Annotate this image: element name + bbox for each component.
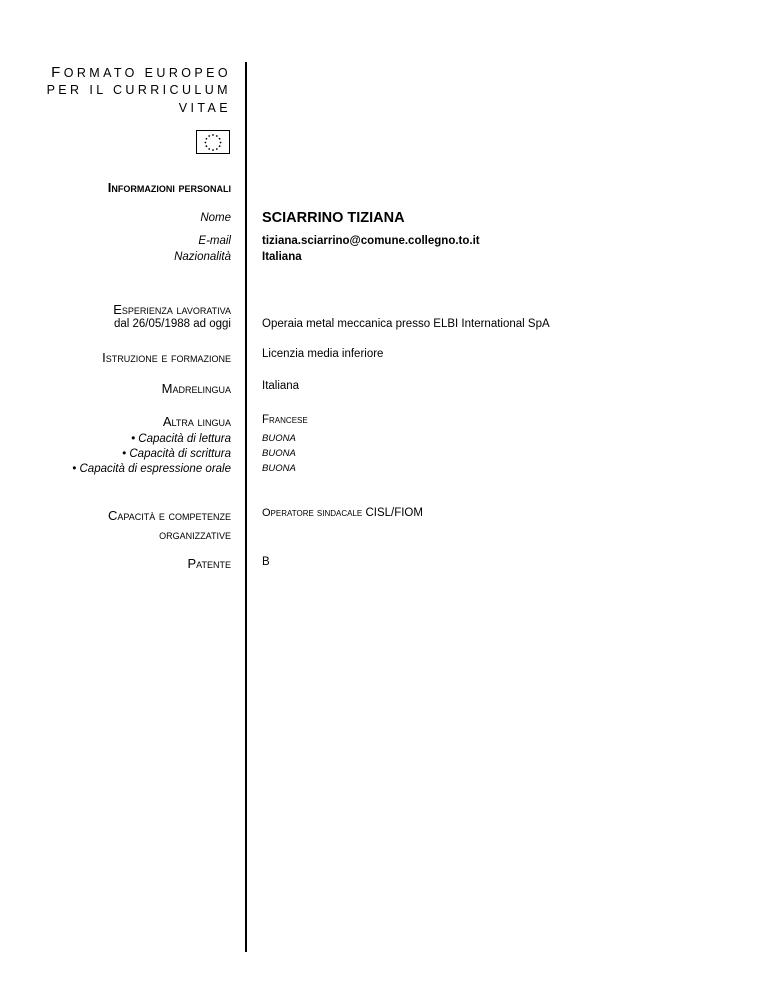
section-personal-info: Informazioni personali xyxy=(107,180,231,195)
section-organizational-line2: organizzative xyxy=(159,527,231,542)
writing-label: • Capacità di scrittura xyxy=(122,448,231,460)
cv-header-line3: VITAE xyxy=(178,101,231,115)
email-value: tiziana.sciarrino@comune.collegno.to.it xyxy=(262,235,480,247)
cv-header-line1: FORMATO EUROPEO xyxy=(51,64,231,81)
name-value: SCIARRINO TIZIANA xyxy=(262,210,405,226)
reading-value: BUONA xyxy=(262,433,296,444)
writing-value: BUONA xyxy=(262,448,296,459)
section-education: Istruzione e formazione xyxy=(102,350,231,365)
eu-flag-icon xyxy=(196,130,230,154)
section-organizational-line1: Capacità e competenze xyxy=(108,508,231,523)
section-other-language: Altra lingua xyxy=(162,414,231,429)
experience-period: dal 26/05/1988 ad oggi xyxy=(113,318,231,330)
speaking-label: • Capacità di espressione orale xyxy=(72,463,231,475)
cv-header-line2: PER IL CURRICULUM xyxy=(46,83,231,97)
education-value: Licenzia media inferiore xyxy=(262,348,384,360)
speaking-value: BUONA xyxy=(262,463,296,474)
license-value: B xyxy=(262,556,270,568)
experience-description: Operaia metal meccanica presso ELBI International SpA xyxy=(262,318,550,330)
nationality-label: Nazionalità xyxy=(174,251,231,263)
section-mother-tongue: Madrelingua xyxy=(161,381,231,396)
other-language-name: Francese xyxy=(262,414,308,426)
email-label: E-mail xyxy=(198,235,231,247)
name-label: Nome xyxy=(200,212,231,224)
vertical-divider xyxy=(245,62,247,952)
organizational-value: Operatore sindacale CISL/FIOM xyxy=(262,507,423,519)
section-experience: Esperienza lavorativa xyxy=(113,302,231,317)
section-license: Patente xyxy=(187,556,231,571)
mother-tongue-value: Italiana xyxy=(262,380,300,392)
nationality-value: Italiana xyxy=(262,251,302,263)
reading-label: • Capacità di lettura xyxy=(131,433,231,445)
